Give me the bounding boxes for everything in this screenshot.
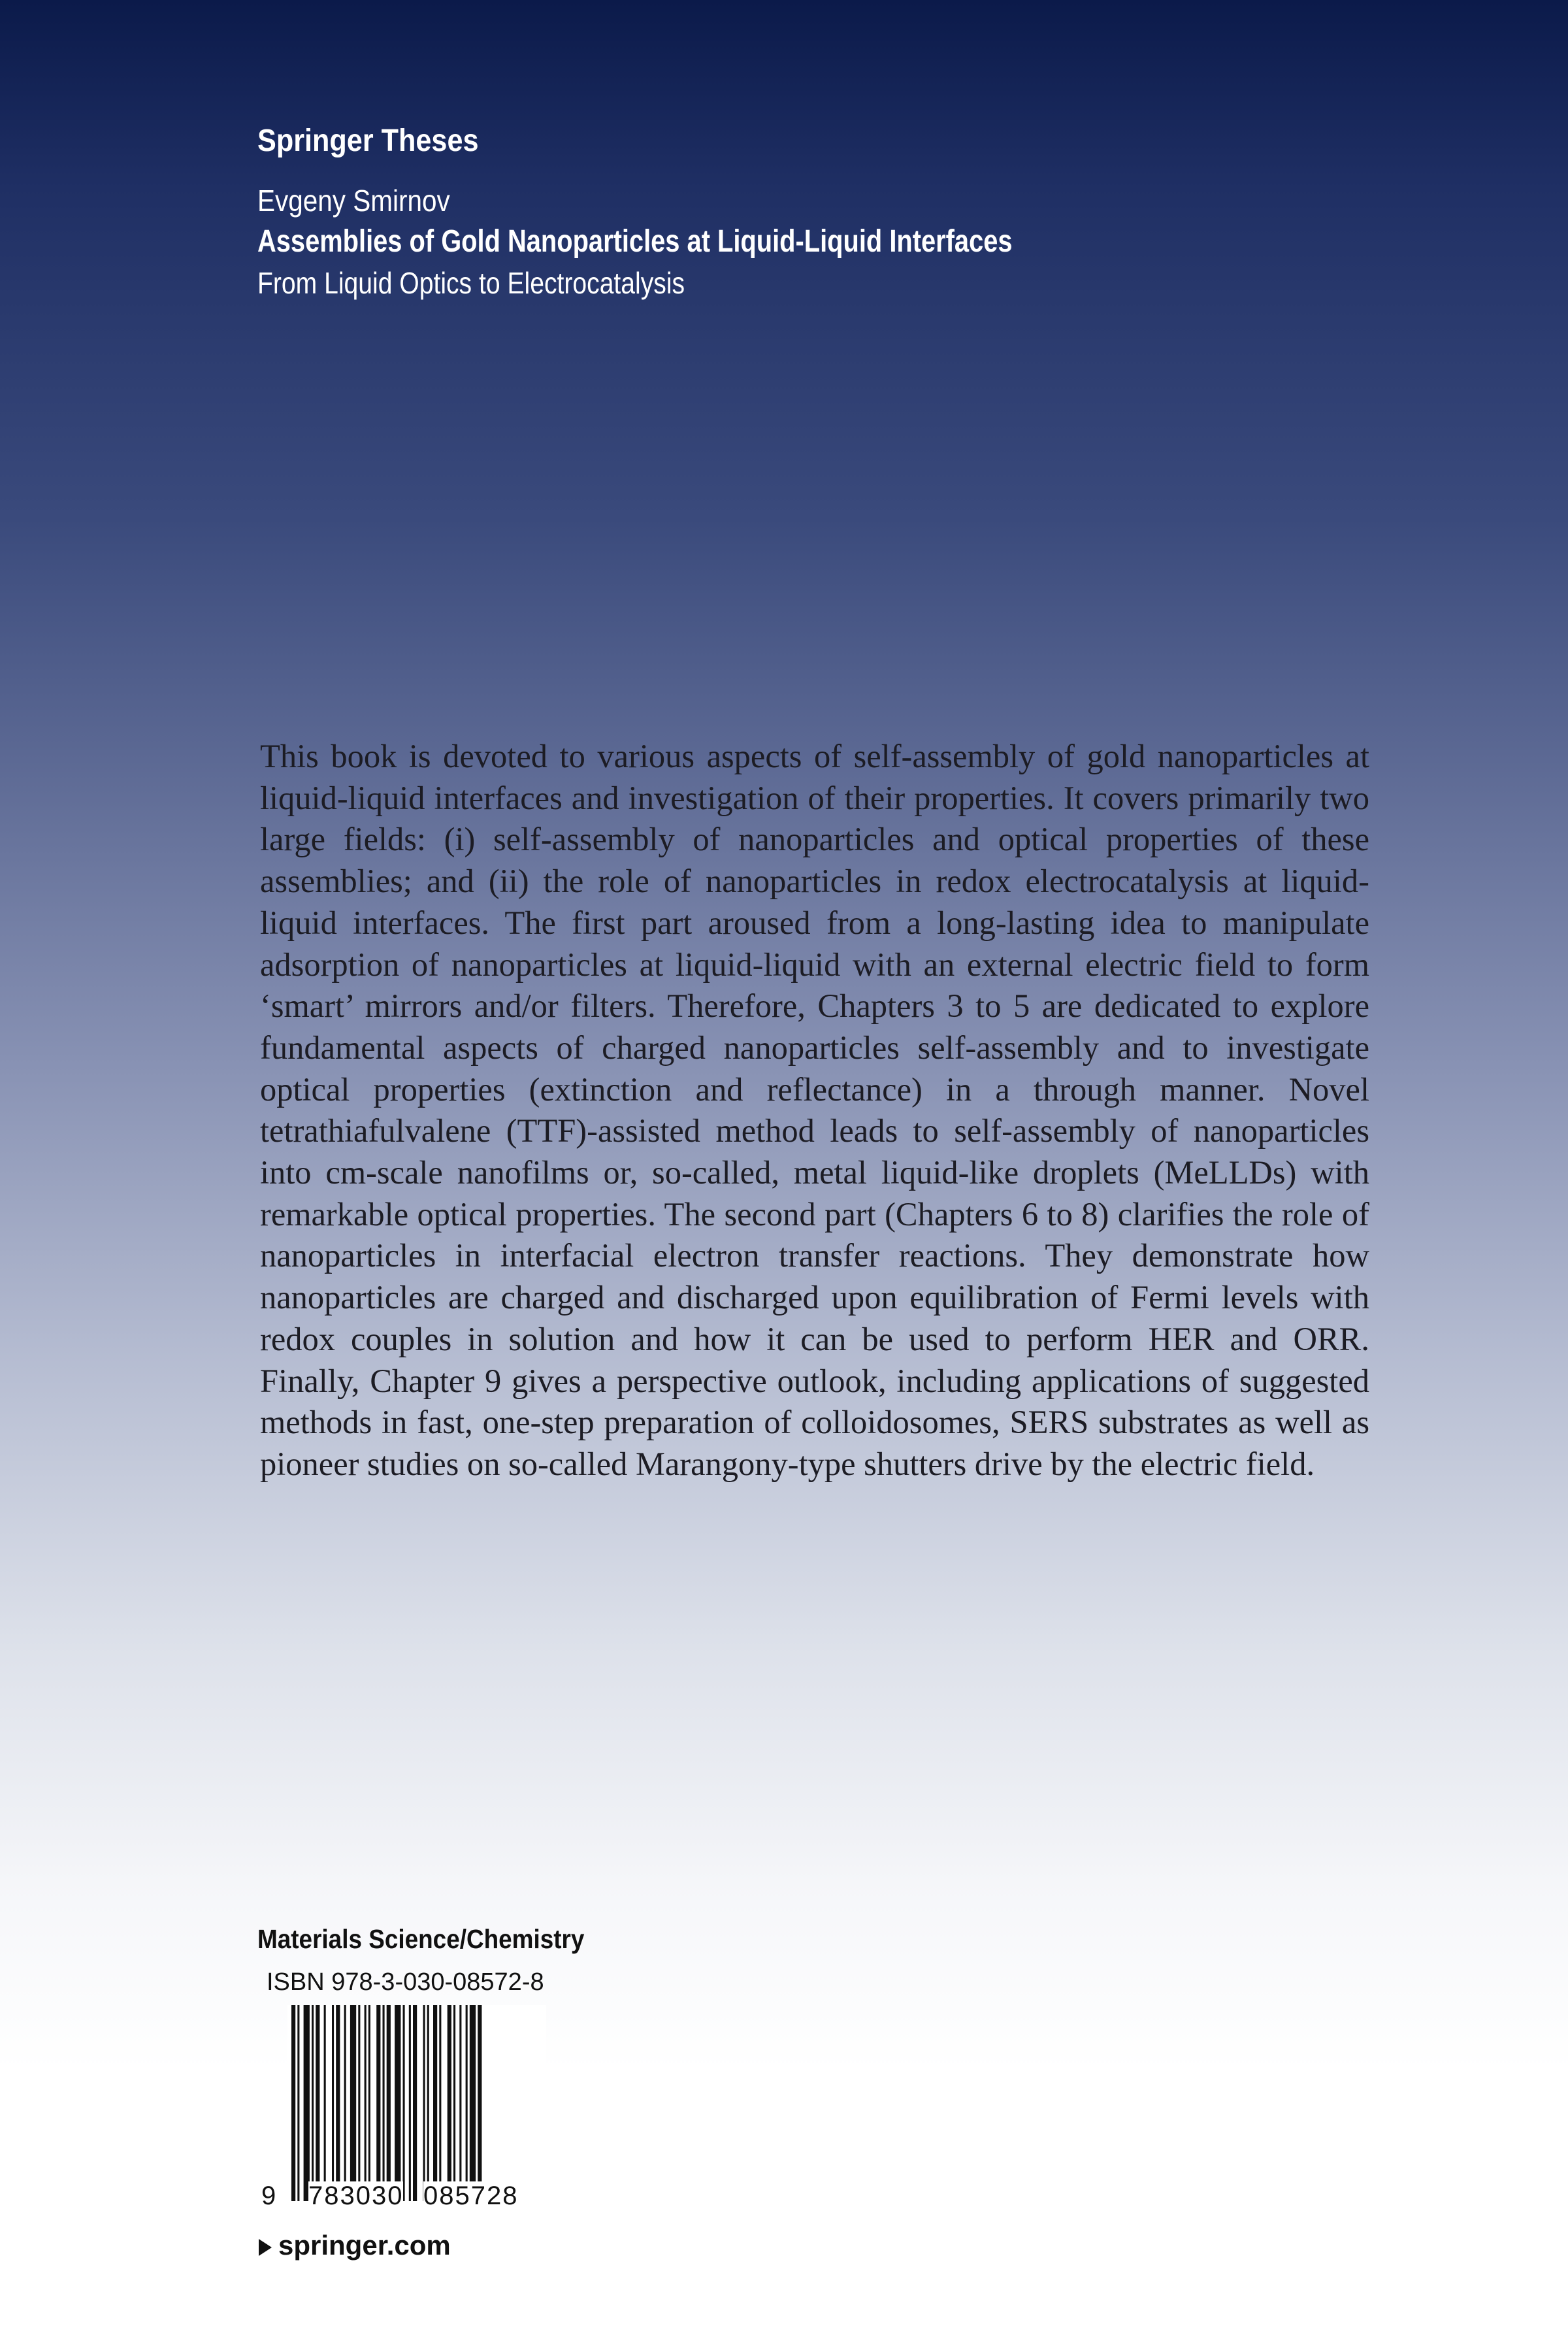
barcode-bar xyxy=(304,2005,310,2201)
barcode-bar xyxy=(448,2005,451,2201)
subject-category: Materials Science/Chemistry xyxy=(257,1924,585,1954)
barcode-bar xyxy=(470,2005,476,2201)
barcode-digits-left: 783030 xyxy=(308,2181,404,2210)
barcode-bar xyxy=(383,2005,385,2201)
isbn-number: ISBN 978-3-030-08572-8 xyxy=(267,1968,544,1996)
author-name: Evgeny Smirnov xyxy=(257,184,450,218)
barcode-bar xyxy=(403,2005,405,2201)
publisher-website-label: springer.com xyxy=(278,2230,451,2261)
barcode-bar xyxy=(409,2005,411,2201)
barcode-bar xyxy=(332,2005,334,2201)
barcode-bar xyxy=(453,2005,455,2201)
barcode-bar xyxy=(478,2005,482,2201)
barcode-bar xyxy=(427,2005,429,2201)
arrow-right-icon xyxy=(259,2239,272,2256)
book-subtitle: From Liquid Optics to Electrocatalysis xyxy=(257,266,685,300)
barcode-bar xyxy=(387,2005,391,2201)
barcode-bar xyxy=(291,2005,295,2201)
barcode-bar xyxy=(423,2005,425,2201)
barcode-bar xyxy=(433,2005,437,2201)
book-title: Assemblies of Gold Nanoparticles at Liquid-Liquid Interfaces xyxy=(257,224,1013,259)
barcode-bar xyxy=(358,2005,360,2201)
barcode-digit-first: 9 xyxy=(261,2181,278,2210)
barcode-bar xyxy=(324,2005,326,2201)
barcode-bar xyxy=(466,2005,468,2201)
barcode-bar xyxy=(376,2005,380,2201)
barcode-bar xyxy=(316,2005,319,2201)
barcode-bar xyxy=(350,2005,356,2201)
barcode-bar xyxy=(297,2005,299,2201)
publisher-website[interactable] xyxy=(259,2230,451,2261)
barcode-bar xyxy=(312,2005,314,2201)
barcode-bar xyxy=(344,2005,346,2201)
barcode-bar xyxy=(368,2005,370,2201)
barcode-bar xyxy=(439,2005,441,2201)
book-description: This book is devoted to various aspects of self-assembly of gold nanoparticles at liquid-liquid interfaces and investigation of their properties. It covers primarily two large fields: (i) self-assembly of nanoparticles and optical properties of these assemblies; and (ii) the role of nanoparticles in redox electrocatalysis at liquid-liquid interfaces. The first part aroused from a long-lasting idea to manipulate adsorption of nanoparticles at liquid-liquid with an external electric field to form ‘smart’ mirrors and/or filters. Therefore, Chapters 3 to 5 are dedicated to explore fundamental aspects of charged nanoparticles self-assembly and to investigate optical properties (extinction and reflectance) in a through manner. Novel tetrathiafulvalene (TTF)-assisted method leads to self-assembly of nanoparticles into cm-scale nanofilms or, so-called, metal liquid-like droplets (MeLLDs) with remarkable optical properties. The second part (Chapters 6 to 8) clarifies the role of nanoparticles in interfacial electron transfer reactions. They demonstrate how nanoparticles are charged and discharged upon equilibration of Fermi levels with redox couples in solution and how it can be used to perform HER and ORR. Finally, Chapter 9 gives a perspective outlook, including applications of suggested methods in fast, one-step preparation of colloidosomes, SERS substrates as well as pioneer studies on so-called Marangony-type shutters drive by the electric field. xyxy=(260,738,1369,1482)
barcode-bar xyxy=(365,2005,367,2201)
barcode-digits-right: 085728 xyxy=(423,2181,519,2210)
barcode-bar xyxy=(459,2005,461,2201)
series-name: Springer Theses xyxy=(257,124,479,158)
barcode-bar xyxy=(395,2005,400,2201)
barcode-bar xyxy=(413,2005,417,2201)
barcode-bar xyxy=(336,2005,340,2201)
